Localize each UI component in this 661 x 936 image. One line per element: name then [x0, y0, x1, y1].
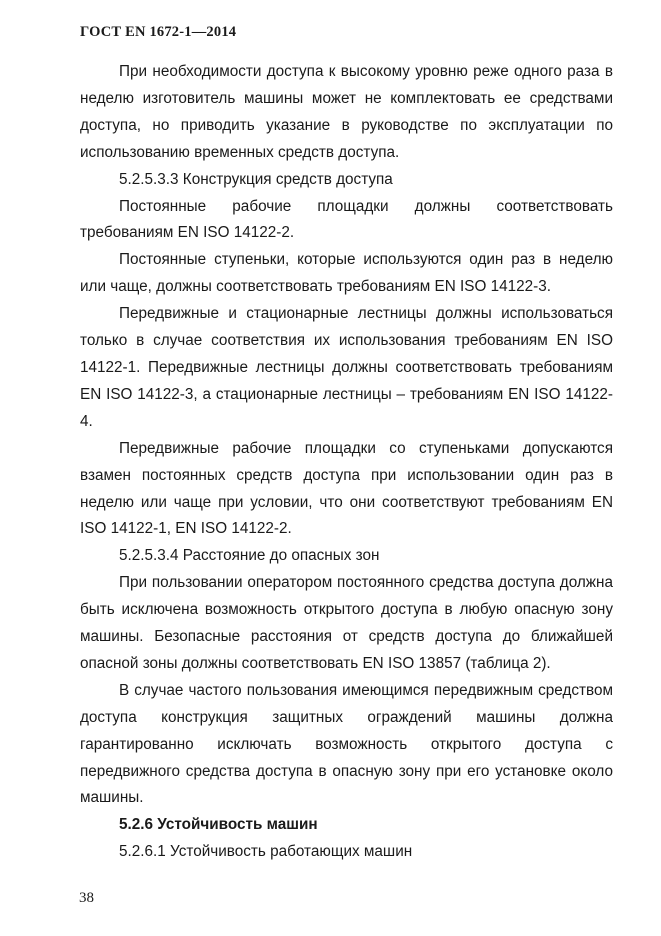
paragraph: Передвижные и стационарные лестницы должны использоваться только в случае соответствия их использования требованиям EN ISO 14122-1. Передвижные лестницы должны соответствовать требованиям EN ISO 14122-3, а стационарные лестницы – требованиям EN ISO 14122-4.: [80, 305, 613, 430]
clause-title: 5.2.6.1 Устойчивость работающих машин: [119, 843, 413, 861]
paragraph: В случае частого пользования имеющимся передвижным средством доступа конструкция защитных ограждений машины должна гарантированно исключать возможность открытого доступа с передвижного средства доступа в опасную зону при его установке около машины.: [80, 681, 613, 807]
clause-title: 5.2.5.3.4 Расстояние до опасных зон: [119, 547, 380, 565]
paragraph: Передвижные рабочие площадки со ступеньками допускаются взамен постоянных средств доступа при использовании один раз в неделю или чаще при условии, что они соответствуют требованиям EN ISO 14122-1, EN ISO 14122-2.: [80, 439, 613, 538]
paragraph: При пользовании оператором постоянного средства доступа должна быть исключена возможность открытого доступа в любую опасную зону машины. Безопасные расстояния от средств доступа до ближайшей опасной зоны должны соответствовать EN ISO 13857 (таблица 2).: [80, 574, 613, 672]
document-body: [80, 59, 613, 866]
paragraph: Постоянные рабочие площадки должны соответствовать требованиям EN ISO 14122-2.: [80, 197, 613, 242]
document-header: ГОСТ EN 1672-1—2014: [80, 24, 237, 40]
page-number: 38: [79, 890, 94, 906]
section-heading: 5.2.6 Устойчивость машин: [119, 816, 318, 834]
paragraph: Постоянные ступеньки, которые используются один раз в неделю или чаще, должны соответствовать требованиям EN ISO 14122-3.: [80, 251, 613, 296]
paragraph: При необходимости доступа к высокому уровню реже одного раза в неделю изготовитель машины может не комплектовать ее средствами доступа, но приводить указание в руководстве по эксплуатации по использованию временных средств доступа.: [80, 63, 613, 161]
clause-title: 5.2.5.3.3 Конструкция средств доступа: [119, 170, 393, 188]
